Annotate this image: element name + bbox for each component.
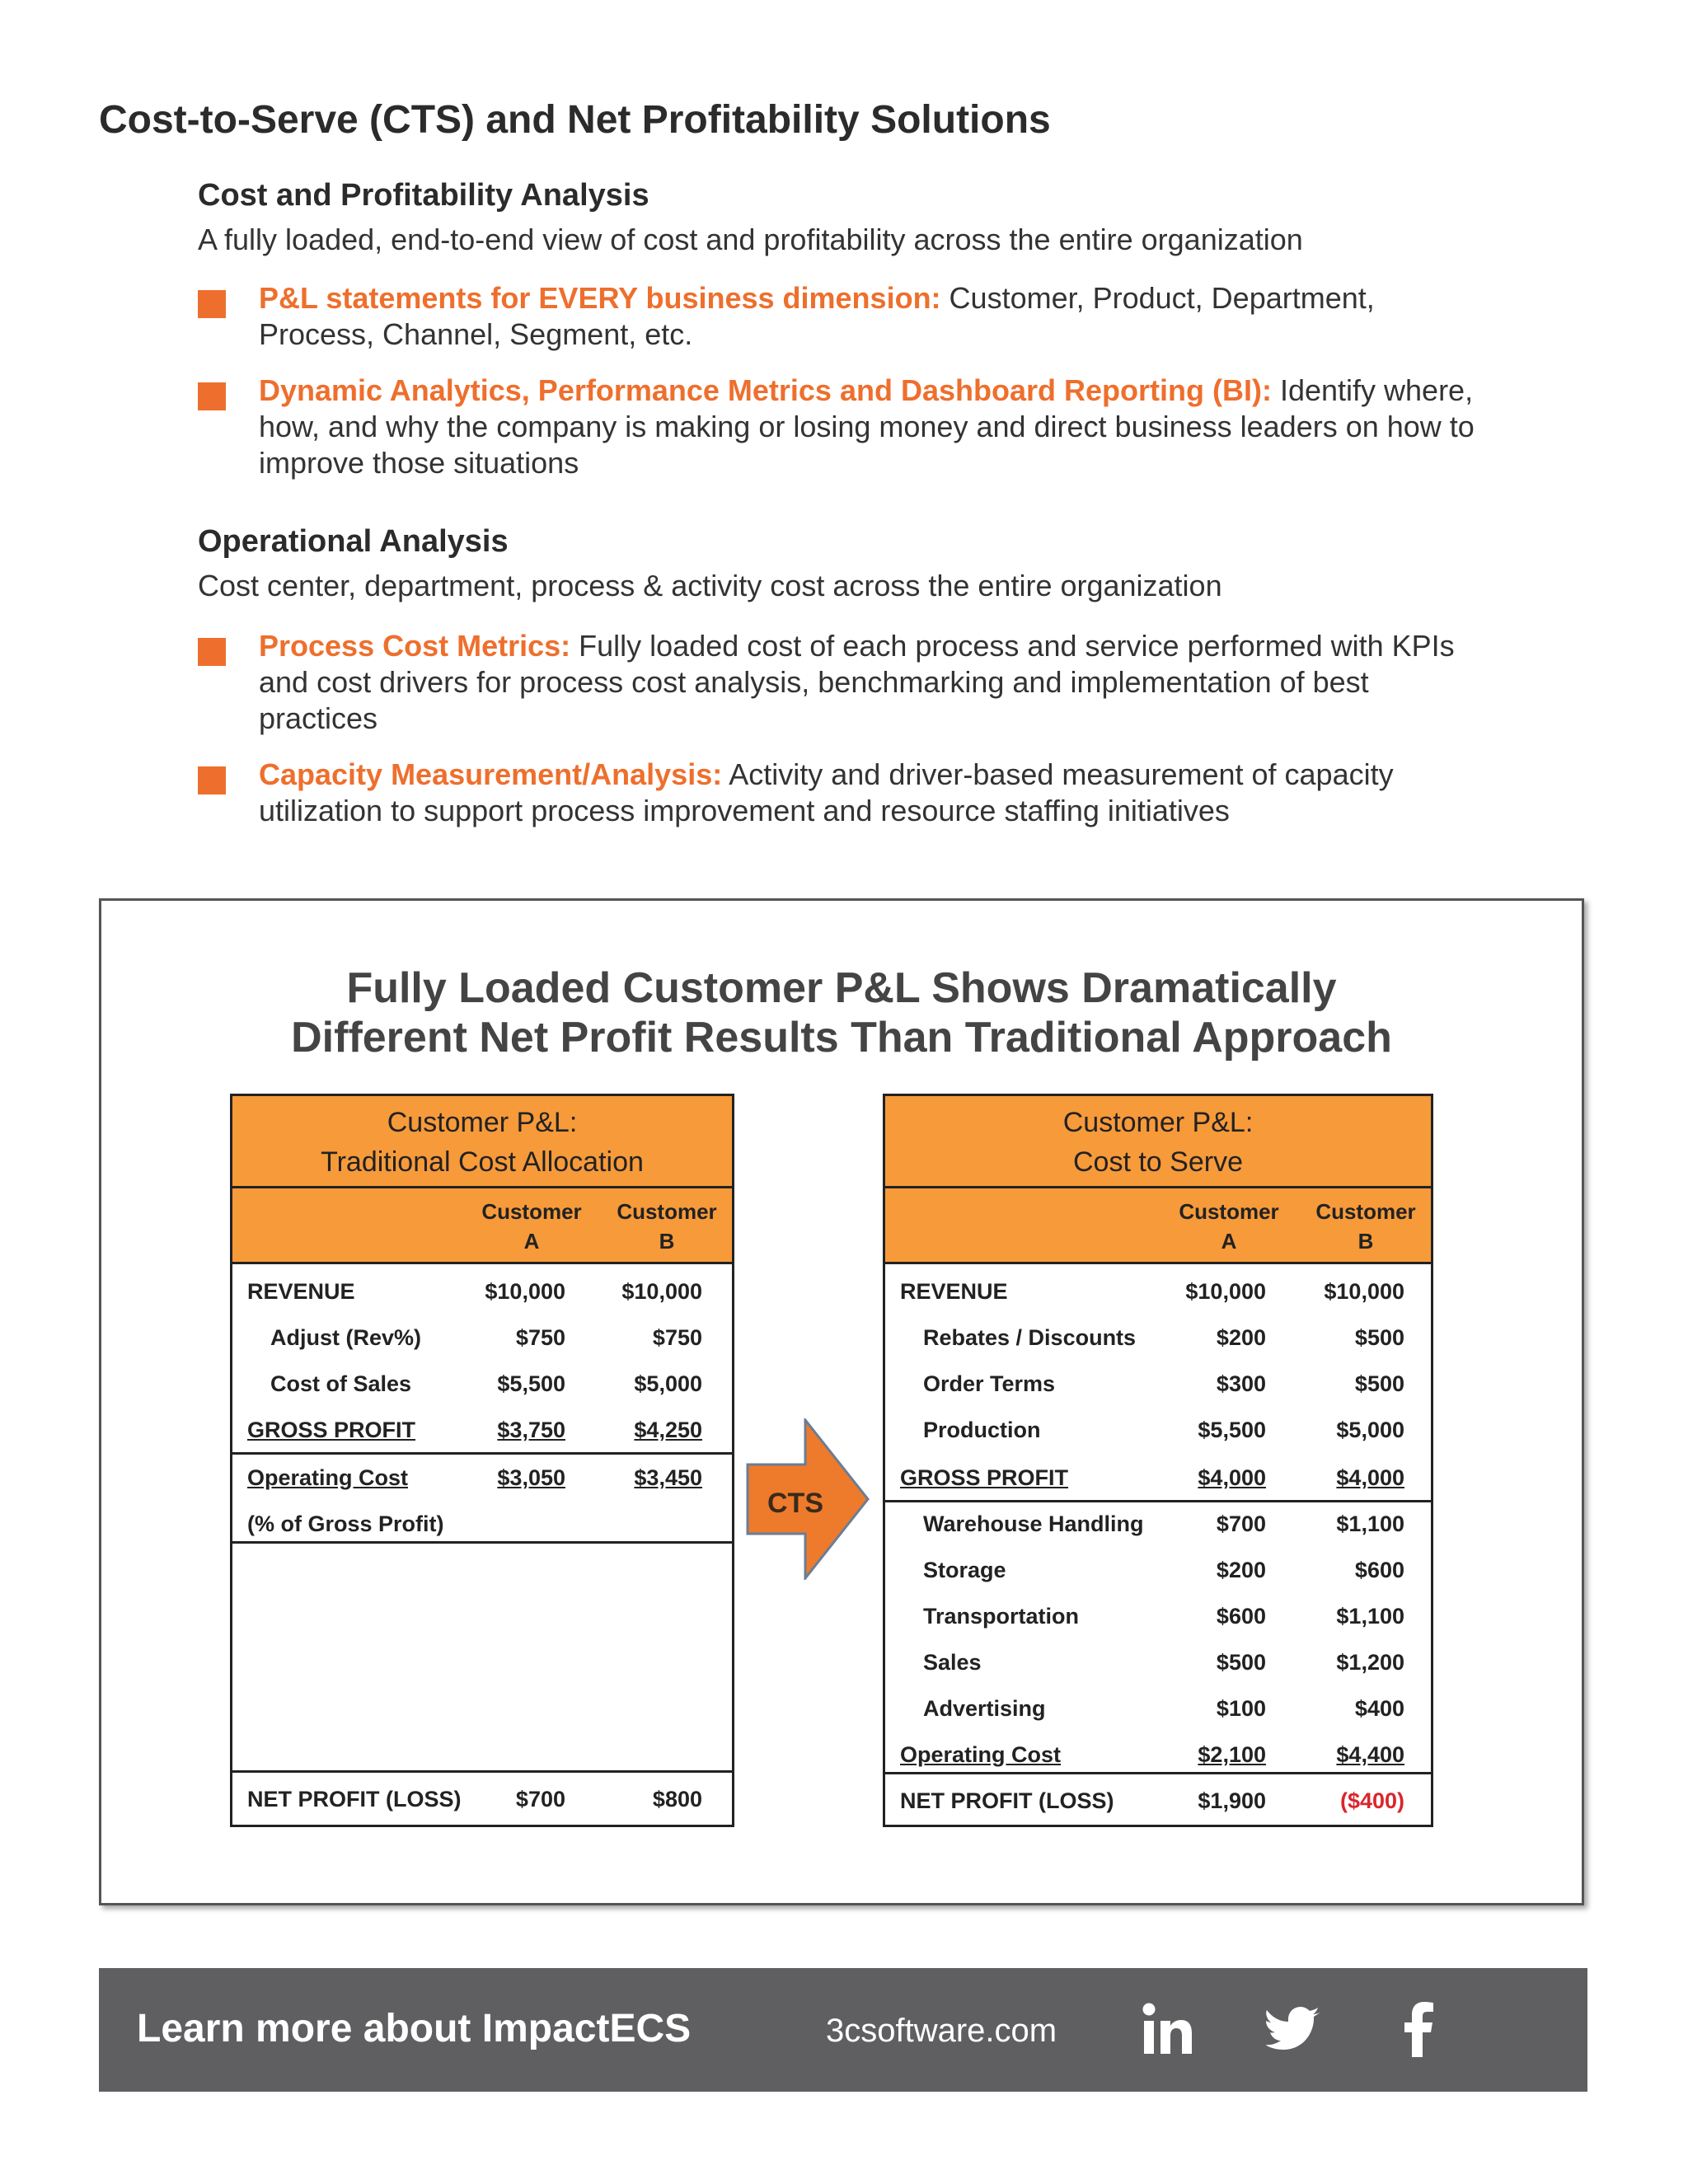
table-divider [232,1452,732,1455]
value-customer-a: $500 [1216,1650,1266,1675]
value-customer-a: $10,000 [485,1279,565,1304]
row-label: Warehouse Handling [923,1511,1144,1536]
value-customer-b: $4,000 [1336,1465,1404,1490]
table-header-line2: Traditional Cost Allocation [321,1146,644,1178]
traditional-pl-table [230,1094,734,1827]
table-row [885,1317,1431,1363]
bullet-highlight: P&L statements for EVERY business dimension: [259,281,941,315]
value-customer-b: $3,450 [634,1465,702,1490]
table-row [885,1503,1431,1549]
table-divider [232,1541,732,1544]
table-row [885,1688,1431,1734]
figure-title-line2: Different Net Profit Results Than Traditional Approach [291,1014,1392,1062]
row-label: Production [923,1418,1041,1442]
value-customer-b: $750 [652,1325,702,1350]
row-label: Cost of Sales [270,1371,412,1396]
bullet-highlight: Capacity Measurement/Analysis: [259,757,723,791]
page-title: Cost-to-Serve (CTS) and Net Profitability Solutions [99,98,1051,142]
value-customer-a: $5,500 [497,1371,565,1396]
bullet-item [198,628,1484,737]
table-row [885,1780,1431,1826]
column-header-customer-a [470,1197,593,1256]
value-customer-b: $10,000 [1324,1279,1404,1304]
bullet-item [198,280,1484,353]
value-customer-a: $2,100 [1198,1742,1266,1767]
value-customer-a: $100 [1216,1696,1266,1721]
cost-to-serve-pl-table [883,1094,1433,1827]
linkedin-icon[interactable] [1139,1999,1197,2059]
row-label: GROSS PROFIT [900,1465,1069,1490]
row-label: NET PROFIT (LOSS) [900,1788,1114,1813]
bullet-text: Fully loaded cost of each process and service performed with KPIs and cost drivers for process cost analysis, benchmarking and implementation of best practices [259,629,1455,735]
website-link[interactable]: 3csoftware.com [826,2013,1057,2049]
col-label: Customer [617,1199,717,1224]
column-header-customer-b [605,1197,729,1256]
table-row [232,1409,732,1455]
row-label: Sales [923,1650,982,1675]
row-label: Order Terms [923,1371,1056,1396]
table-row [885,1363,1431,1409]
col-label: Customer [1315,1199,1416,1224]
facebook-icon[interactable] [1391,1999,1449,2059]
table-row [885,1457,1431,1503]
table-row [232,1779,732,1825]
figure-title [101,963,1582,1062]
value-customer-b: $500 [1354,1325,1404,1350]
value-customer-b: $1,200 [1336,1650,1404,1675]
value-customer-b: $4,250 [634,1418,702,1442]
orange-square-bullet-icon [198,766,226,794]
table-header-line1: Customer P&L: [387,1107,578,1138]
column-header-row [885,1188,1431,1264]
value-customer-a: $600 [1216,1604,1266,1629]
row-label: Operating Cost [900,1742,1062,1767]
section-title-operational: Operational Analysis [198,524,509,559]
value-customer-b: $4,400 [1336,1742,1404,1767]
bullet-item [198,373,1484,481]
learn-more-text: Learn more about ImpactECS [137,2007,692,2050]
value-customer-a: $5,500 [1198,1418,1266,1442]
section-title-cost-profitability: Cost and Profitability Analysis [198,178,649,213]
table-row [232,1271,732,1317]
value-customer-b: ($400) [1339,1788,1404,1813]
bullet-text: Identify where, how, and why the company is making or losing money and direct business leaders on how to improve those situations [259,373,1475,480]
value-customer-b: $1,100 [1336,1604,1404,1629]
value-customer-a: $4,000 [1198,1465,1266,1490]
bullet-highlight: Process Cost Metrics: [259,629,571,663]
col-label: B [1357,1229,1374,1254]
section-description: Cost center, department, process & activity cost across the entire organization [198,569,1222,602]
value-customer-a: $1,900 [1198,1788,1266,1813]
cts-arrow-label: CTS [767,1488,823,1519]
value-customer-b: $1,100 [1336,1511,1404,1536]
table-divider [885,1772,1431,1774]
row-label: REVENUE [900,1279,1008,1304]
twitter-icon[interactable] [1266,1999,1324,2059]
value-customer-a: $700 [1216,1511,1266,1536]
value-customer-b: $5,000 [634,1371,702,1396]
table-row [885,1409,1431,1455]
table-row [232,1317,732,1363]
col-label: Customer [1179,1199,1279,1224]
table-row [885,1642,1431,1688]
table-row [232,1363,732,1409]
row-label: Rebates / Discounts [923,1325,1137,1350]
value-customer-b: $5,000 [1336,1418,1404,1442]
table-header-line1: Customer P&L: [1062,1107,1254,1138]
table-row [885,1271,1431,1317]
orange-square-bullet-icon [198,638,226,666]
value-customer-b: $400 [1354,1696,1404,1721]
value-customer-a: $3,050 [497,1465,565,1490]
table-divider [885,1500,1431,1502]
bullet-text: Activity and driver-based measurement of capacity utilization to support process improvement and resource staffing initiatives [259,757,1394,827]
row-label: Storage [923,1558,1006,1582]
bullet-text: Customer, Product, Department, Process, Channel, Segment, etc. [259,281,1375,351]
value-customer-a: $750 [515,1325,565,1350]
row-label: Adjust (Rev%) [270,1325,422,1350]
col-label: A [523,1229,540,1254]
pl-comparison-figure [99,898,1584,1905]
col-label: B [659,1229,675,1254]
row-label: Operating Cost [247,1465,409,1490]
row-label: REVENUE [247,1279,355,1304]
value-customer-a: $3,750 [497,1418,565,1442]
col-label: A [1221,1229,1237,1254]
table-row [885,1596,1431,1642]
bullet-highlight: Dynamic Analytics, Performance Metrics and Dashboard Reporting (BI): [259,373,1272,407]
orange-square-bullet-icon [198,290,226,318]
value-customer-b: $600 [1354,1558,1404,1582]
footer-bar [99,1968,1587,2092]
value-customer-b: $500 [1354,1371,1404,1396]
column-header-customer-a [1167,1197,1291,1256]
value-customer-b: $800 [652,1787,702,1811]
section-description: A fully loaded, end-to-end view of cost and profitability across the entire organization [198,223,1303,256]
value-customer-a: $10,000 [1185,1279,1266,1304]
column-header-customer-b [1304,1197,1428,1256]
value-customer-a: $200 [1216,1325,1266,1350]
col-label: Customer [481,1199,582,1224]
value-customer-a: $700 [515,1787,565,1811]
bullet-item [198,757,1484,829]
row-label: GROSS PROFIT [247,1418,416,1442]
table-row [885,1549,1431,1596]
row-label: Advertising [923,1696,1046,1721]
table-header [885,1096,1431,1188]
value-customer-a: $300 [1216,1371,1266,1396]
value-customer-b: $10,000 [621,1279,702,1304]
row-label: NET PROFIT (LOSS) [247,1787,462,1811]
value-customer-a: $200 [1216,1558,1266,1582]
table-divider [232,1770,732,1773]
row-label: (% of Gross Profit) [247,1511,444,1536]
table-header [232,1096,732,1188]
orange-square-bullet-icon [198,382,226,410]
table-row [232,1457,732,1503]
column-header-row [232,1188,732,1264]
row-label: Transportation [923,1604,1080,1629]
figure-title-line1: Fully Loaded Customer P&L Shows Dramatically [346,964,1337,1012]
table-header-line2: Cost to Serve [1073,1146,1243,1178]
